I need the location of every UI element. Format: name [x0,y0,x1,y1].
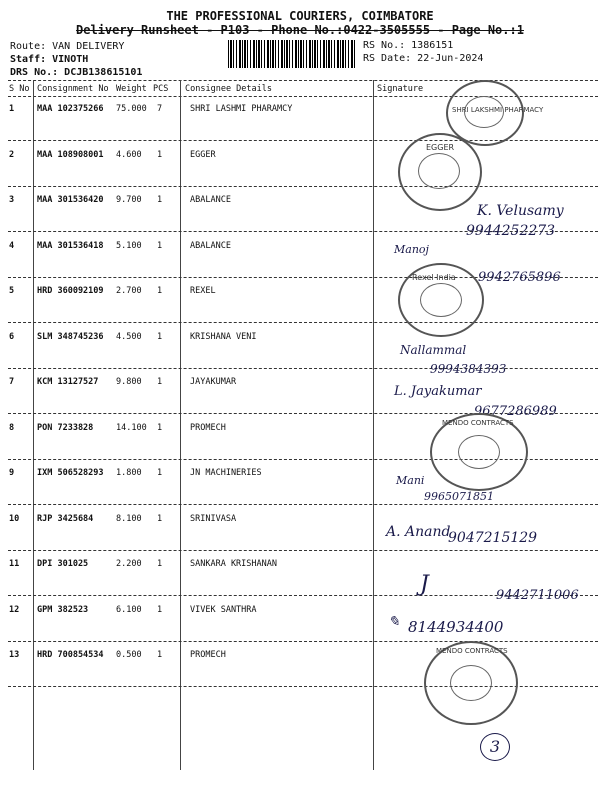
row-pcs: 1 [157,241,163,251]
row-divider [8,368,598,369]
rexel-stamp: Rexel India [398,263,484,337]
row-weight: 5.100 [116,241,142,251]
row-sno: 5 [9,286,15,296]
runsheet-subtitle: Delivery Runsheet - P103 - Phone No.:0422-3505555 - Page No.:1 [76,23,524,37]
row-pcs: 1 [157,514,163,524]
signature-12-mark: ✎ [388,614,400,630]
signature-9-phone: 9965071851 [424,490,494,503]
row-pcs: 1 [157,559,163,569]
row-sno: 2 [9,150,15,160]
row-consignment-no: KCM 13127527 [37,377,99,387]
row-pcs: 7 [157,104,163,114]
col-header-sno: S No [9,84,30,94]
row-consignee: PROMECH [190,650,226,660]
signature-12-phone: 8144934400 [408,618,504,636]
row-consignment-no: IXM 506528293 [37,468,104,478]
row-consignee: REXEL [190,286,216,296]
row-pcs: 1 [157,377,163,387]
row-sno: 10 [9,514,20,524]
col-header-pcs: PCS [153,84,169,94]
row-consignee: VIVEK SANTHRA [190,605,257,615]
row-pcs: 1 [157,286,163,296]
row-consignment-no: DPI 301025 [37,559,89,569]
row-weight: 4.600 [116,150,142,160]
signature-7-name: L. Jayakumar [394,384,482,399]
signature-4-phone: 9942765896 [478,270,561,285]
row-consignment-no: PON 7233828 [37,423,94,433]
row-weight: 75.000 [116,104,147,114]
row-weight: 14.100 [116,423,147,433]
row-weight: 2.700 [116,286,142,296]
row-divider [8,186,598,187]
row-weight: 0.500 [116,650,142,660]
row-sno: 13 [9,650,20,660]
row-weight: 9.700 [116,195,142,205]
row-divider [8,504,598,505]
signature-10-phone: 9047215129 [448,530,538,546]
row-consignment-no: RJP 3425684 [37,514,94,524]
row-consignment-no: GPM 382523 [37,605,89,615]
col-header-consignee: Consignee Details [185,84,272,94]
barcode [228,40,355,68]
pharmacy-stamp: SHRI LAKSHMI PHARMACY [446,80,524,146]
row-consignment-no: MAA 102375266 [37,104,104,114]
drs-number: DRS No.: DCJB138615101 [10,67,143,78]
row-pcs: 1 [157,150,163,160]
row-pcs: 1 [157,650,163,660]
row-consignee: JN MACHINERIES [190,468,262,478]
row-consignment-no: HRD 360092109 [37,286,104,296]
staff-label: Staff: VINOTH [10,54,89,65]
row-pcs: 1 [157,423,163,433]
signature-4-name: Manoj [394,243,429,256]
row-consignee: ABALANCE [190,195,231,205]
row-consignment-no: MAA 301536420 [37,195,104,205]
signature-7-phone: 9677286989 [474,404,557,419]
row-weight: 9.800 [116,377,142,387]
signature-3-phone: 9944252273 [466,223,556,239]
signature-3-name: K. Velusamy [477,203,564,219]
row-sno: 8 [9,423,15,433]
rs-date: RS Date: 22-Jun-2024 [363,53,484,64]
document-title: THE PROFESSIONAL COURIERS, COIMBATORE [166,9,434,23]
row-consignee: SHRI LASHMI PHARAMCY [190,104,293,114]
row-pcs: 1 [157,468,163,478]
col-header-weight: Weight [116,84,147,94]
row-sno: 3 [9,195,15,205]
row-sno: 1 [9,104,15,114]
signature-10-name: A. Anand [386,524,451,540]
col-header-signature: Signature [377,84,424,94]
row-consignee: SRINIVASA [190,514,237,524]
row-divider [8,550,598,551]
row-weight: 6.100 [116,605,142,615]
row-sno: 4 [9,241,15,251]
row-divider [8,322,598,323]
egger-stamp: EGGER [398,133,482,211]
mendo-stamp-13: MENDO CONTRACTS [424,641,518,725]
row-sno: 6 [9,332,15,342]
row-consignment-no: MAA 301536418 [37,241,104,251]
row-sno: 9 [9,468,15,478]
row-divider [8,140,598,141]
rs-number: RS No.: 1386151 [363,40,454,51]
row-consignee: SANKARA KRISHANAN [190,559,277,569]
row-pcs: 1 [157,195,163,205]
signature-13-mark: 3 [480,733,510,761]
signature-6-name: Nallammal [400,343,467,357]
signature-9-name: Mani [396,474,425,487]
row-consignee: JAYAKUMAR [190,377,237,387]
row-consignment-no: SLM 348745236 [37,332,104,342]
row-pcs: 1 [157,605,163,615]
signature-11-mark: J [420,572,429,597]
row-divider [8,641,598,642]
row-sno: 12 [9,605,20,615]
row-weight: 8.100 [116,514,142,524]
signature-11-phone: 9442711006 [496,588,579,603]
row-consignment-no: HRD 700854534 [37,650,104,660]
row-pcs: 1 [157,332,163,342]
row-sno: 7 [9,377,15,387]
row-consignee: ABALANCE [190,241,231,251]
row-consignee: PROMECH [190,423,226,433]
row-weight: 1.800 [116,468,142,478]
row-consignee: EGGER [190,150,216,160]
row-consignee: KRISHANA VENI [190,332,257,342]
route-label: Route: VAN DELIVERY [10,41,125,52]
row-weight: 4.500 [116,332,142,342]
signature-6-phone: 9994384393 [430,362,507,376]
row-sno: 11 [9,559,20,569]
row-weight: 2.200 [116,559,142,569]
row-consignment-no: MAA 108908001 [37,150,104,160]
mendo-stamp-8: MENDO CONTRACTS [430,413,528,491]
col-header-consignment: Consignment No [37,84,109,94]
